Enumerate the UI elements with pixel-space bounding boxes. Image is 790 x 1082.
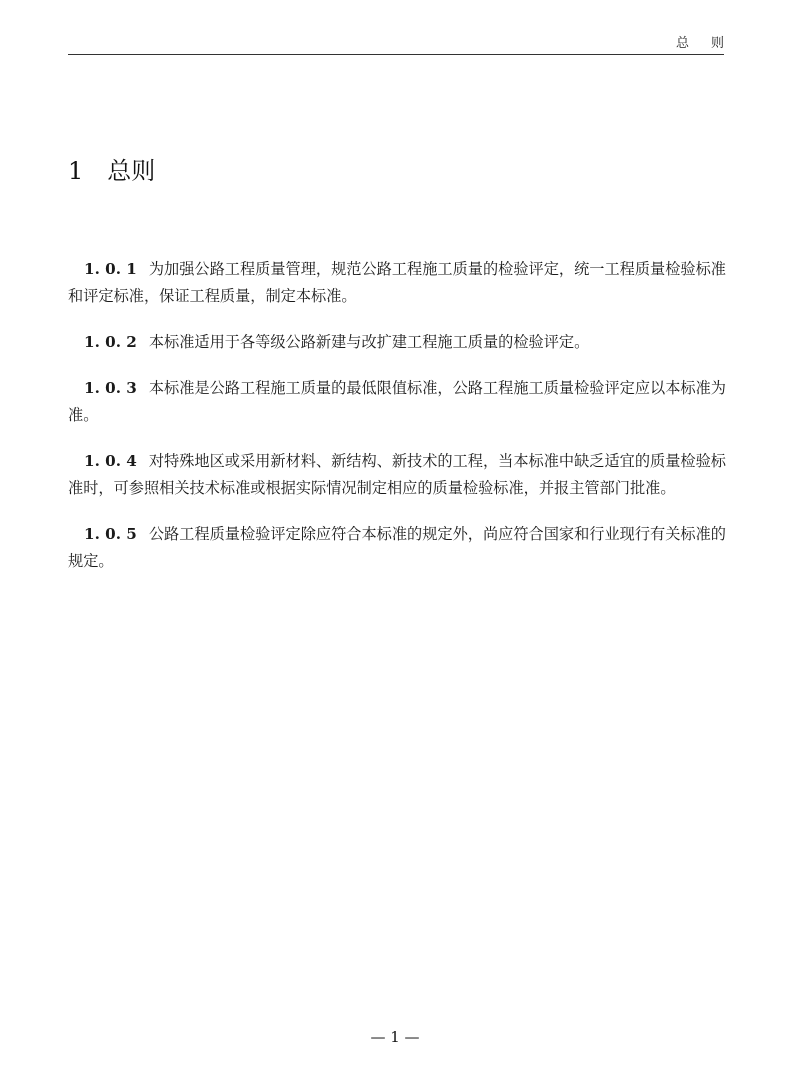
clause-text: 本标准是公路工程施工质量的最低限值标准，公路工程施工质量检验评定应以本标准为准。 — [68, 379, 726, 424]
clause-number: 1. 0. 2 — [84, 333, 137, 351]
clause-number: 1. 0. 3 — [84, 379, 137, 397]
clause-number: 1. 0. 1 — [84, 260, 137, 278]
page-header — [68, 28, 746, 55]
clause-number: 1. 0. 5 — [84, 525, 137, 543]
running-title: 总则 — [675, 36, 746, 51]
clause-text: 对特殊地区或采用新材料、新结构、新技术的工程，当本标准中缺乏适宜的质量检验标准时，可参照相关技术标准或根据实际情况制定相应的质量检验标准，并报主管部门批准。 — [68, 452, 726, 497]
chapter-number: 1 — [68, 157, 84, 185]
clause-1-0-1 — [68, 256, 726, 310]
clause-text: 为加强公路工程质量管理，规范公路工程施工质量的检验评定，统一工程质量检验标准和评定标准，保证工程质量，制定本标准。 — [68, 260, 726, 305]
clause-1-0-4 — [68, 448, 726, 502]
clause-number: 1. 0. 4 — [84, 452, 137, 470]
chapter-heading — [68, 151, 155, 186]
page-number: — 1 — — [370, 1028, 420, 1046]
clause-1-0-2 — [68, 329, 726, 356]
chapter-title: 总则 — [107, 157, 156, 185]
clause-text: 公路工程质量检验评定除应符合本标准的规定外，尚应符合国家和行业现行有关标准的规定。 — [68, 525, 726, 570]
clause-1-0-5 — [68, 521, 726, 575]
clause-1-0-3 — [68, 375, 726, 429]
clause-list — [68, 256, 726, 594]
clause-text: 本标准适用于各等级公路新建与改扩建工程施工质量的检验评定。 — [148, 333, 590, 351]
